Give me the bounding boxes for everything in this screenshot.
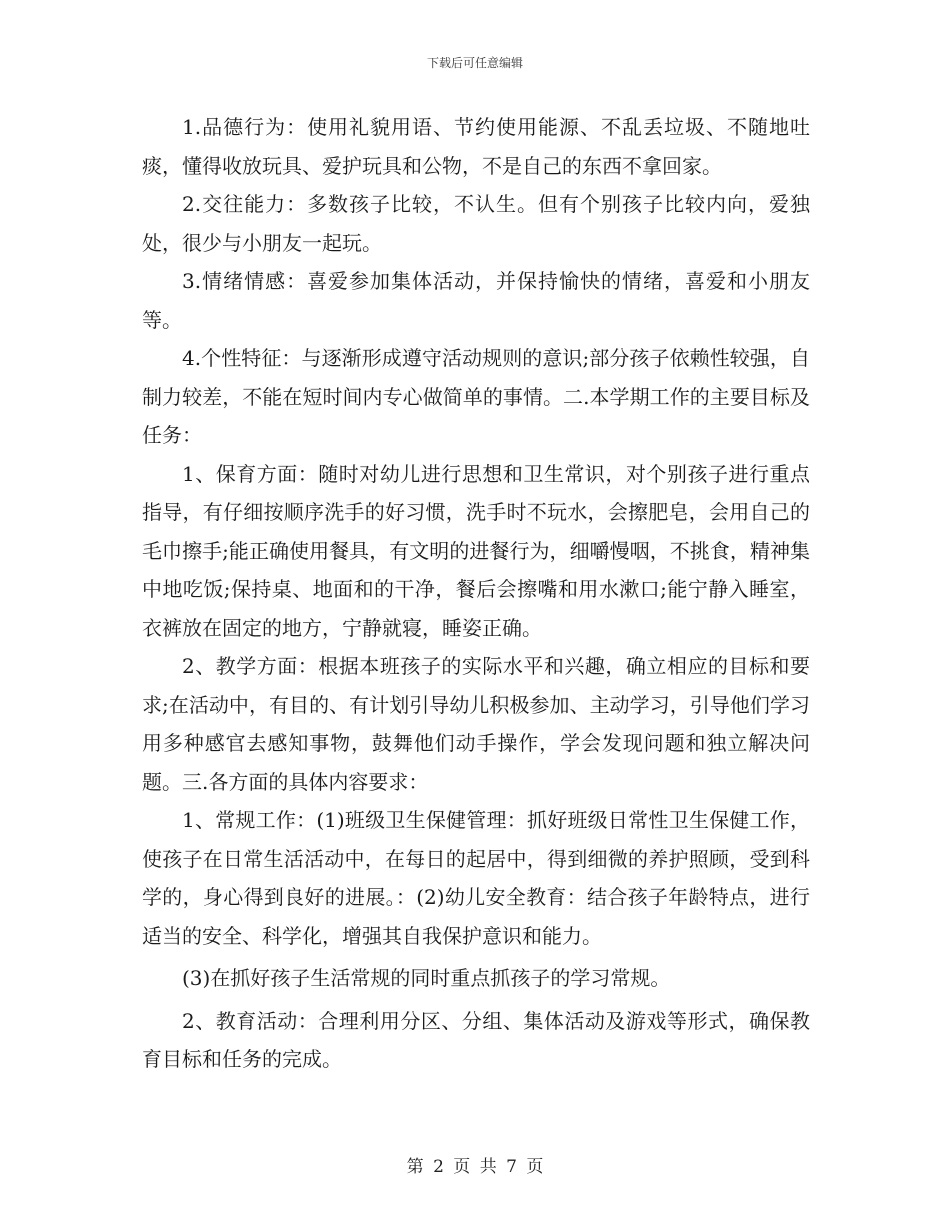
paragraph-learning-routine: (3)在抓好孩子生活常规的同时重点抓孩子的学习常规。 — [182, 966, 671, 990]
document-body — [142, 108, 810, 1079]
paragraph-routine-work: 1、常规工作：(1)班级卫生保健管理：抓好班级日常性卫生保健工作，使孩子在日常生活活动中，在每日的起居中，得到细微的养护照顾，受到科学的，身心得到良好的进展。：(2)幼儿安全教育：结合孩子年龄特点，进行适当的安全、科学化，增强其自我保护意识和能力。 — [142, 808, 810, 948]
paragraph-moral-behavior: 1.品德行为：使用礼貌用语、节约使用能源、不乱丢垃圾、不随地吐痰，懂得收放玩具、爱护玩具和公物，不是自己的东西不拿回家。 — [142, 115, 810, 178]
page-number-footer: 第 2 页 共 7 页 — [406, 1157, 544, 1177]
paragraph-teaching-aspect: 2、教学方面：根据本班孩子的实际水平和兴趣，确立相应的目标和要求;在活动中，有目的、有计划引导幼儿积极参加、主动学习，引导他们学习用多种感官去感知事物，鼓舞他们动手操作，学会发现问题和独立解决问题。三.各方面的具体内容要求： — [142, 654, 810, 794]
paragraph-social-ability: 2.交往能力：多数孩子比较，不认生。但有个别孩子比较内向，爱独处，很少与小朋友一起玩。 — [142, 192, 810, 255]
paragraph-education-activities: 2、教育活动：合理利用分区、分组、集体活动及游戏等形式，确保教育目标和任务的完成。 — [142, 1008, 810, 1071]
paragraph-care-aspect: 1、保育方面：随时对幼儿进行思想和卫生常识，对个别孩子进行重点指导，有仔细按顺序洗手的好习惯，洗手时不玩水，会擦肥皂，会用自己的毛巾擦手;能正确使用餐具，有文明的进餐行为，细嚼慢咽，不挑食，精神集中地吃饭;保持桌、地面和的干净，餐后会擦嘴和用水漱口;能宁静入睡室，衣裤放在固定的地方，宁静就寝，睡姿正确。 — [142, 461, 810, 640]
paragraph-emotions: 3.情绪情感：喜爱参加集体活动，并保持愉快的情绪，喜爱和小朋友等。 — [142, 269, 810, 332]
page-header-note: 下载后可任意编辑 — [426, 56, 523, 70]
paragraph-personality: 4.个性特征：与逐渐形成遵守活动规则的意识;部分孩子依赖性较强，自制力较差，不能在短时间内专心做简单的事情。二.本学期工作的主要目标及任务： — [142, 346, 810, 447]
